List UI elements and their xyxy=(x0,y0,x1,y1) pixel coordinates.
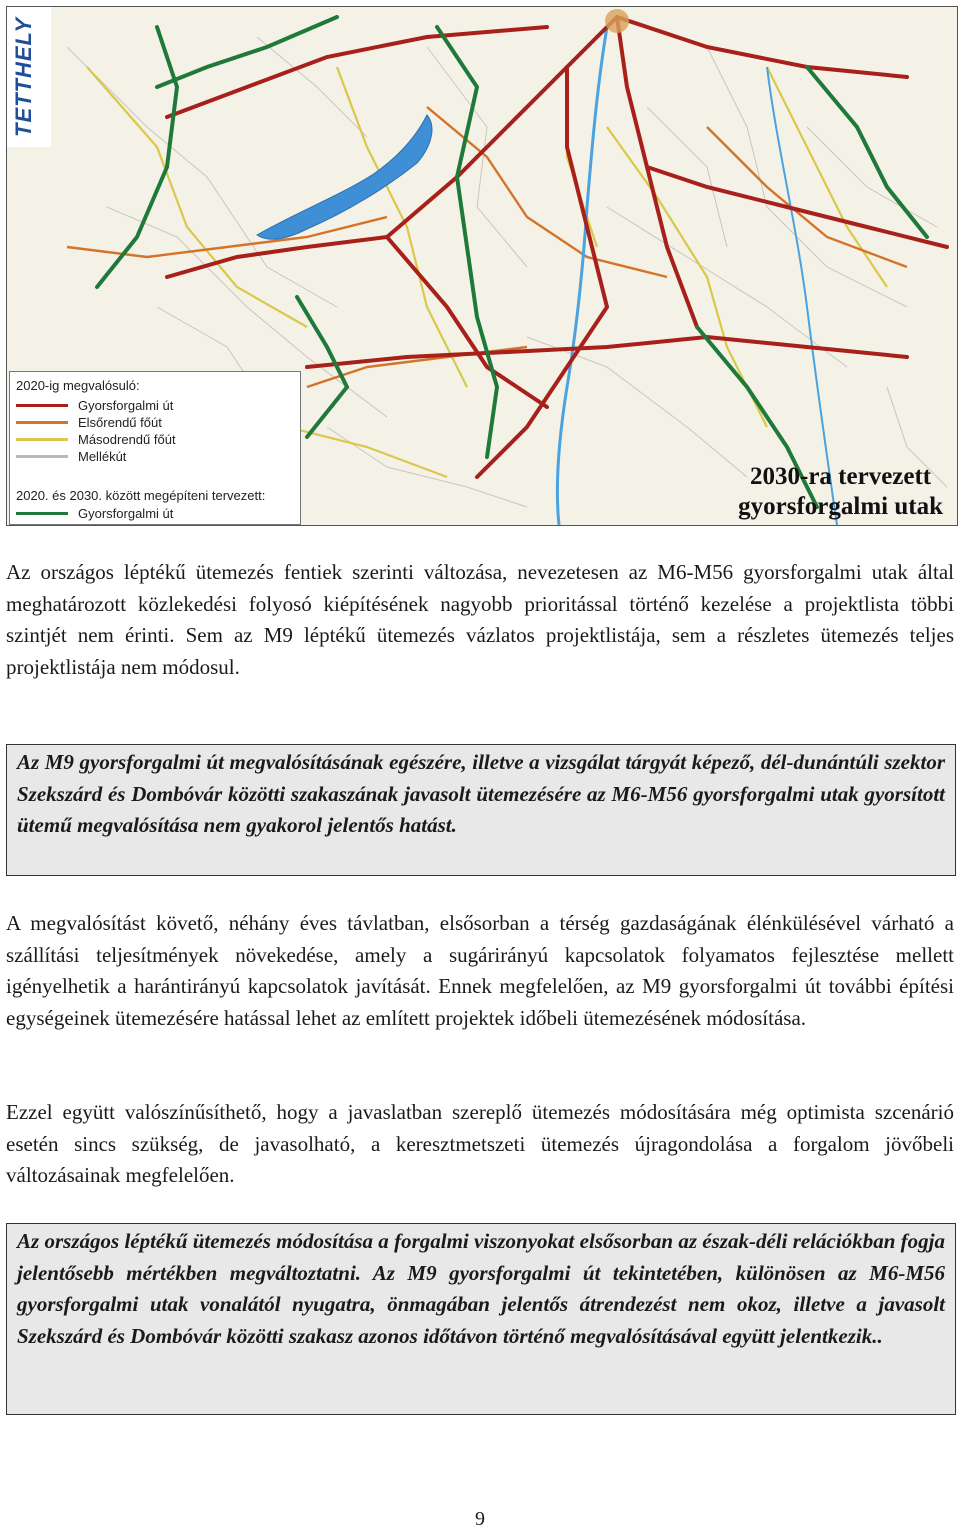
legend-swatch xyxy=(16,404,68,407)
legend-item xyxy=(16,398,173,413)
legend-swatch xyxy=(16,438,68,441)
legend-swatch xyxy=(16,512,68,515)
budapest-area xyxy=(605,9,629,33)
legend-item xyxy=(16,506,173,521)
legend-label: Gyorsforgalmi út xyxy=(78,506,174,521)
legend-swatch xyxy=(16,421,68,424)
legend-header-2020: 2020-ig megvalósuló: xyxy=(16,378,140,393)
page-number: 9 xyxy=(475,1508,485,1530)
paragraph-1: Az országos léptékű ütemezés fentiek szerinti változása, nevezetesen az M6-M56 gyorsforgalmi utak által meghatározott közlekedési folyosó kiépítésének nagyobb prioritással történő kezelése a projektlista többi szintjét nem érinti. Sem az M9 léptékű ütemezés vázlatos projektlistája, sem a részletes ütemezés teljes projektlistája nem módosul. xyxy=(6,560,954,679)
map-caption xyxy=(738,462,943,522)
paragraph-2: A megvalósítást követő, néhány éves távlatban, elsősorban a térség gazdaságának élénkülésével várható a szállítási teljesítmények növekedése, amely a sugárirányú kapcsolatok folyamatos fejlesztése mellett igényelhetik a harántirányú kapcsolatok javítását. Ennek megfelelően, az M9 gyorsforgalmi út további építési egységeinek ütemezésére hatással lehet az említett projektek időbeli ütemezésének módosítása. xyxy=(6,911,954,1030)
company-logo: TETTHELY xyxy=(11,16,36,137)
legend-label: Gyorsforgalmi út xyxy=(78,398,174,413)
legend-label: Másodrendű főút xyxy=(78,432,176,447)
highlight-box-1 xyxy=(6,744,956,876)
legend-swatch xyxy=(16,455,68,458)
legend-item xyxy=(16,449,126,464)
map-caption-line1: 2030-ra tervezett xyxy=(750,463,932,490)
legend-item xyxy=(16,415,162,430)
legend-item xyxy=(16,432,176,447)
highlight-box-2-text: Az országos léptékű ütemezés módosítása a forgalmi viszonyokat elsősorban az észak-déli relációkban fogja jelentősebb mértékben megváltoztatni. Az M9 gyorsforgalmi út tekintetében, különösen az M6-M56 gyorsforgalmi utak vonalától nyugatra, önmagában jelentős átrendezést nem okoz, illetve a javasolt Szekszárd és Dombóvár közötti szakasz azonos időtávon történő megvalósításával együtt jelentkezik.. xyxy=(17,1229,945,1348)
highlight-box-1-text: Az M9 gyorsforgalmi út megvalósításának egészére, illetve a vizsgálat tárgyát képező, dél-dunántúli szektor Szekszárd és Dombóvár közötti szakaszának javasolt ütemezésére az M6-M56 gyorsforgalmi utak gyorsított ütemű megvalósítása nem gyakorol jelentős hatást. xyxy=(17,750,945,837)
paragraph-3: Ezzel együtt valószínűsíthető, hogy a javaslatban szereplő ütemezés módosítására még optimista szcenárió esetén sincs szükség, de javasolható, a keresztmetszeti ütemezés újragondolása a forgalom jövőbeli változásainak megfelelően. xyxy=(6,1100,954,1187)
legend-label: Mellékút xyxy=(78,449,127,464)
map-legend xyxy=(9,371,301,525)
legend-header-2030: 2020. és 2030. között megépíteni tervezett: xyxy=(16,488,266,503)
map-caption-line2: gyorsforgalmi utak xyxy=(738,493,943,520)
highlight-box-2 xyxy=(6,1223,956,1415)
road-network-map xyxy=(6,6,958,526)
logo-area xyxy=(7,7,51,147)
legend-label: Elsőrendű főút xyxy=(78,415,162,430)
